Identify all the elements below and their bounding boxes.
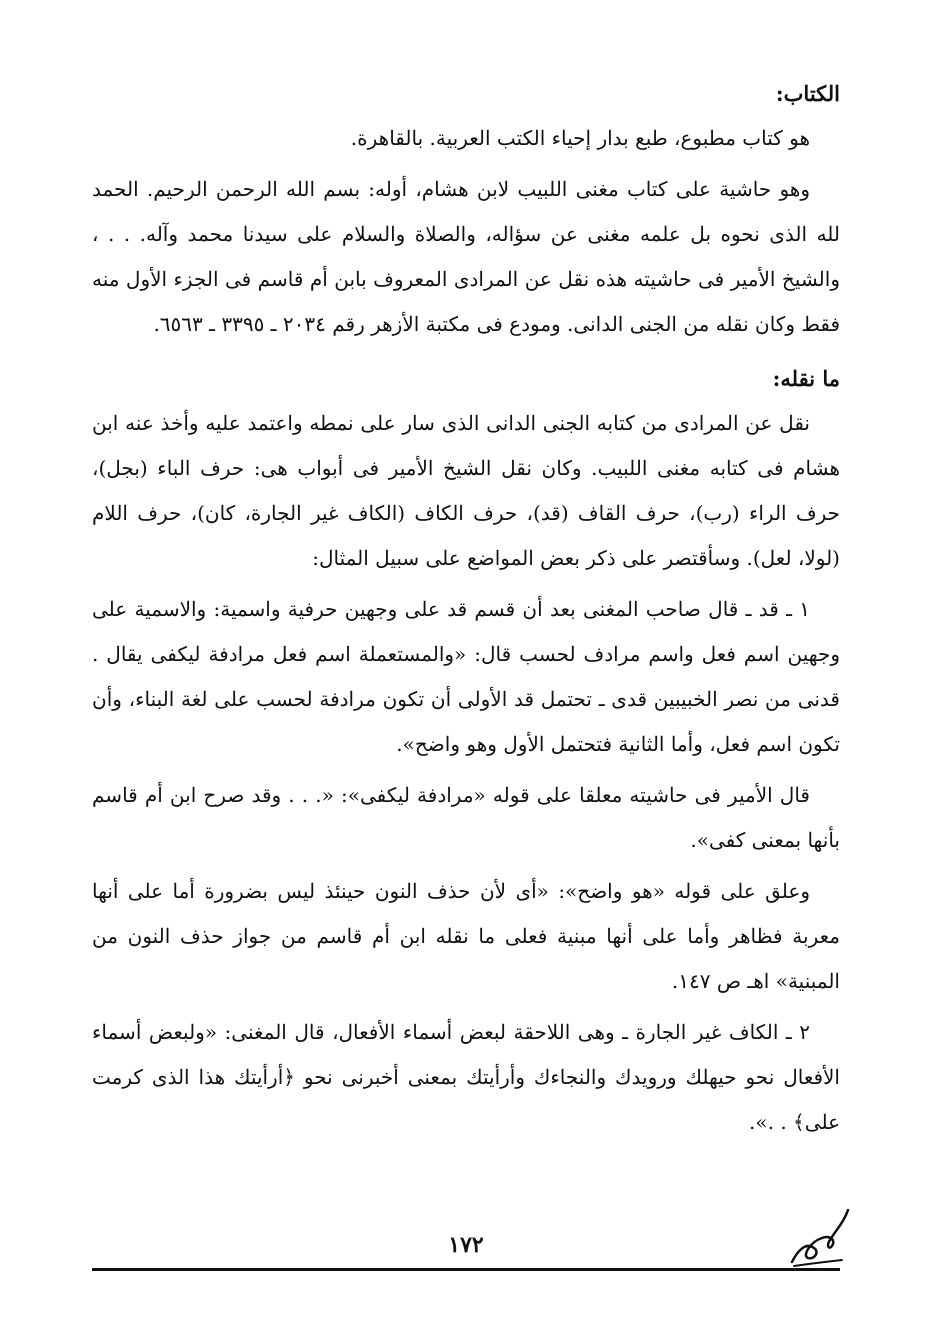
book-paragraph-1: هو كتاب مطبوع، طبع بدار إحياء الكتب العربية. بالقاهرة. xyxy=(350,126,810,150)
footer-rule xyxy=(92,1268,840,1271)
section-heading-quoted: ما نقله: xyxy=(772,366,840,391)
quoted-paragraph-2: ١ ـ قد ـ قال صاحب المغنى بعد أن قسم قد على وجهين حرفية واسمية: والاسمية على وجهين اسم فعل واسم مرادف لحسب قال: «والمستعملة اسم فعل مرادفة ليكفى يقال . قدنى من نصر الخبيبين قدى ـ تحتمل قد الأولى أن تكون مرادفة لحسب على لغة البناء، وأن تكون اسم فعل، وأما الثانية فتحتمل الأول وهو واضح». xyxy=(92,597,840,756)
quoted-paragraph-3: قال الأمير فى حاشيته معلقا على قوله «مرادفة ليكفى»: «. . . وقد صرح ابن أم قاسم بأنها بمعنى كفى». xyxy=(92,783,840,852)
quoted-paragraph-4: وعلق على قوله «هو واضح»: «أى لأن حذف النون حينئذ ليس بضرورة أما على أنها معربة فظاهر وأما على أنها مبنية فعلى ما نقله ابن أم قاسم من جواز حذف النون من المبنية» اهـ ص ١٤٧. xyxy=(92,879,840,993)
handwritten-signature-icon xyxy=(784,1202,854,1272)
document-page xyxy=(92,72,840,1282)
book-paragraph-2: وهو حاشية على كتاب مغنى اللبيب لابن هشام، أوله: بسم الله الرحمن الرحيم. الحمد لله الذى نحوه بل علمه مغنى عن سؤاله، والصلاة والسلام على سيدنا محمد وآله. . . ، والشيخ الأمير فى حاشيته هذه نقل عن المرادى المعروف بابن أم قاسم فى الجزء الأول منه فقط وكان نقله من الجنى الدانى. ومودع فى مكتبة الأزهر رقم ٢٠٣٤ ـ ٣٣٩٥ ـ ٦٥٦٣. xyxy=(92,177,840,336)
page-number: ١٧٢ xyxy=(448,1232,484,1258)
section-heading-book: الكتاب: xyxy=(775,81,840,106)
quoted-paragraph-1: نقل عن المرادى من كتابه الجنى الدانى الذى سار على نمطه واعتمد عليه وأخذ عنه ابن هشام فى كتابه مغنى اللبيب. وكان نقل الشيخ الأمير فى أبواب هى: حرف الباء (بجل)، حرف الراء (رب)، حرف القاف (قد)، حرف الكاف (الكاف غير الجارة، كان)، حرف اللام (لولا، لعل). وسأقتصر على ذكر بعض المواضع على سبيل المثال: xyxy=(92,411,840,570)
page-footer xyxy=(92,1228,840,1288)
quoted-paragraph-5: ٢ ـ الكاف غير الجارة ـ وهى اللاحقة لبعض أسماء الأفعال، قال المغنى: «ولبعض أسماء الأفعال نحو حيهلك ورويدك والنجاءك وأرأيتك بمعنى أخبرنى نحو ﴿أرأيتك هذا الذى كرمت على﴾ . .». xyxy=(92,1020,840,1134)
